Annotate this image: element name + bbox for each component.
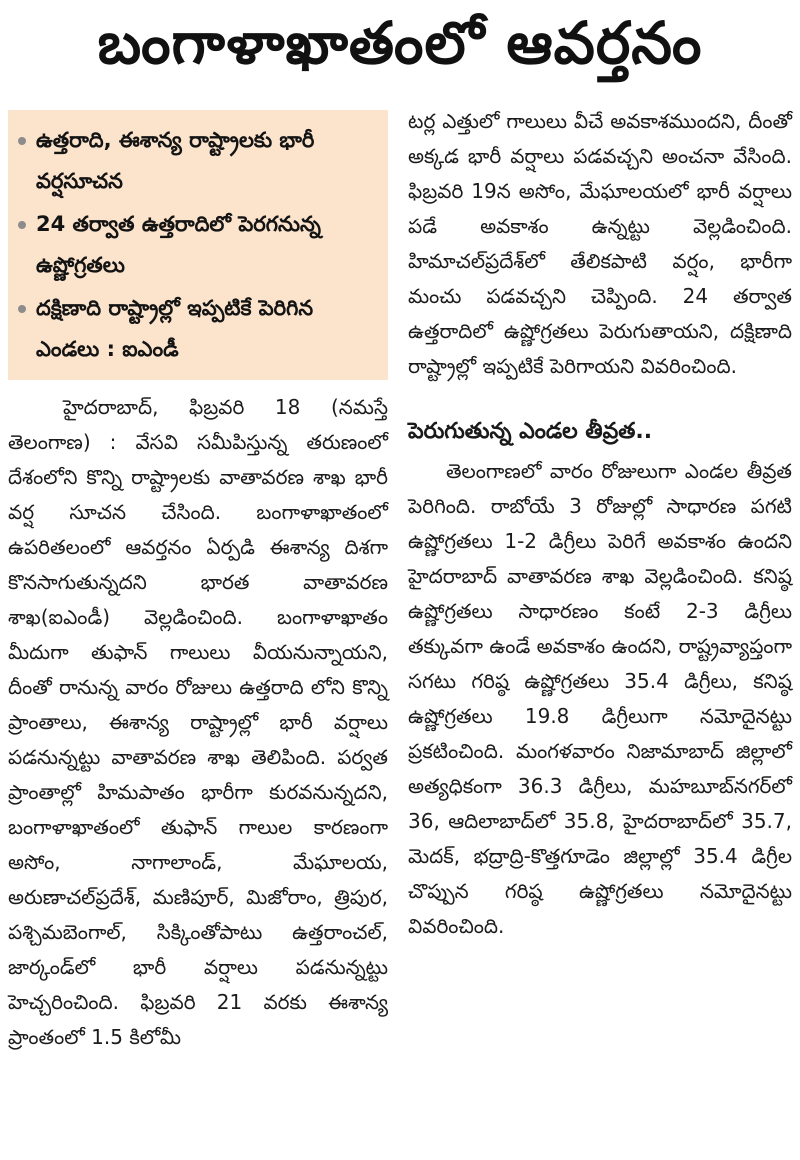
highlights-box: [8, 110, 388, 380]
bullet-icon: [18, 221, 26, 229]
highlight-text: ఉత్తరాది, ఈశాన్య రాష్ట్రాలకు భారీ వర్షసూచన: [36, 128, 315, 193]
highlight-item: [16, 288, 376, 370]
highlight-text: దక్షిణాది రాష్ట్రాల్లో ఇప్పటికే పెరిగిన ఎండలు : ఐఎండీ: [36, 296, 314, 361]
highlight-text: 24 తర్వాత ఉత్తరాదిలో పెరగనున్న ఉష్ణోగ్రతలు: [36, 212, 321, 277]
article-body-right-1: టర్ల ఎత్తులో గాలులు వీచే అవకాశముందని, దీంతో అక్కడ భారీ వర్షాలు పడవచ్చని అంచనా వేసింది. ఫిబ్రవరి 19న అసోం, మేఘాలయలో భారీ వర్షాలు పడే అవకాశం ఉన్నట్టు వెల్లడించింది. హిమాచల్‌ప్రదేశ్‌లో తేలికపాటి వర్షం, భారీగా మంచు పడవచ్చని చెప్పింది. 24 తర్వాత ఉత్తరాదిలో ఉష్ణోగ్రతలు పెరుగుతాయని, దక్షిణాది రాష్ట్రాల్లో ఇప్పటికే పెరిగాయని వివరించింది.: [408, 109, 792, 378]
bullet-icon: [18, 305, 26, 313]
subheading: పెరుగుతున్న ఎండల తీవ్రత..: [408, 419, 653, 444]
right-column: [408, 104, 792, 944]
left-column: [8, 110, 388, 1055]
article-body-left: హైదరాబాద్, ఫిబ్రవరి 18 (నమస్తే తెలంగాణ) : వేసవి సమీపిస్తున్న తరుణంలో దేశంలోని కొన్ని రాష్ట్రాలకు వాతావరణ శాఖ భారీ వర్ష సూచన చేసింది. బంగాళాఖాతంలో ఉపరితలంలో ఆవర్తనం ఏర్పడి ఈశాన్య దిశగా కొనసాగుతున్నదని భారత వాతావరణ శాఖ(ఐఎండీ) వెల్లడించింది. బంగాళాఖాతం మీదుగా తుఫాన్ గాలులు వీయనున్నాయని, దీంతో రానున్న వారం రోజులు ఉత్తరాది లోని కొన్ని ప్రాంతాలు, ఈశాన్య రాష్ట్రాల్లో భారీ వర్షాలు పడనున్నట్టు వాతావరణ శాఖ తెలిపింది. పర్వత ప్రాంతాల్లో హిమపాతం భారీగా కురవనున్నదని, బంగాళాఖాతంలో తుఫాన్ గాలుల కారణంగా అసోం, నాగాలాండ్, మేఘాలయ, అరుణాచల్‌ప్రదేశ్, మణిపూర్, మిజోరాం, త్రిపుర, పశ్చిమబెంగాల్, సిక్కింతోపాటు ఉత్తరాంచల్, జార్కండ్‌లో భారీ వర్షాలు పడనున్నట్టు హెచ్చరించింది. ఫిబ్రవరి 21 వరకు ఈశాన్య ప్రాంతంలో 1.5 కిలోమీ: [8, 395, 388, 1049]
article-body-right-2: తెలంగాణలో వారం రోజులుగా ఎండల తీవ్రత పెరిగింది. రాబోయే 3 రోజుల్లో సాధారణ పగటి ఉష్ణోగ్రతలు 1-2 డిగ్రీలు పెరిగే అవకాశం ఉందని హైదరాబాద్ వాతావరణ శాఖ వెల్లడించింది. కనిష్ఠ ఉష్ణోగ్రతలు సాధారణం కంటే 2-3 డిగ్రీలు తక్కువగా ఉండే అవకాశం ఉందని, రాష్ట్రవ్యాప్తంగా సగటు గరిష్ఠ ఉష్ణోగ్రతలు 35.4 డిగ్రీలు, కనిష్ఠ ఉష్ణోగ్రతలు 19.8 డిగ్రీలుగా నమోదైనట్టు ప్రకటించింది. మంగళవారం నిజామాబాద్ జిల్లాలో అత్యధికంగా 36.3 డిగ్రీలు, మహబూబ్‌నగర్‌లో 36, ఆదిలాబాద్‌లో 35.8, హైదరాబాద్‌లో 35.7, మెదక్, భద్రాద్రి-కొత్తగూడెం జిల్లాల్లో 35.4 డిగ్రీల చొప్పున గరిష్ఠ ఉష్ణోగ్రతలు నమోదైనట్టు వివరించింది.: [408, 459, 792, 938]
headline: బంగాళాఖాతంలో ఆవర్తనం: [97, 8, 703, 77]
highlight-item: [16, 120, 376, 202]
highlight-item: [16, 204, 376, 286]
bullet-icon: [18, 137, 26, 145]
